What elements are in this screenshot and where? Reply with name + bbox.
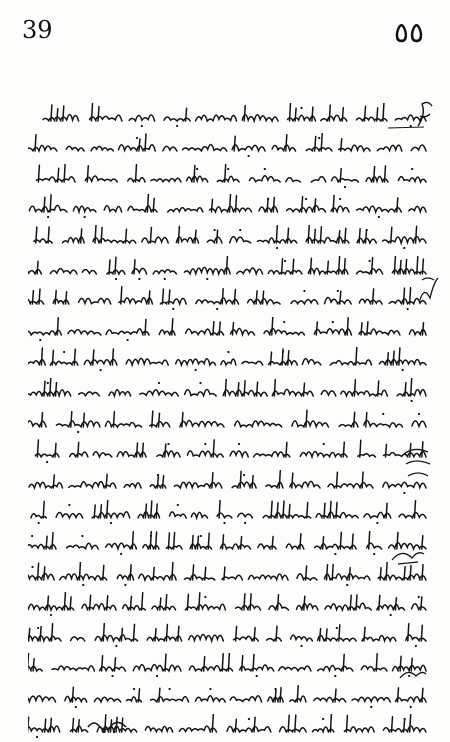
- manuscript-line: [28, 159, 428, 190]
- manuscript-line: [28, 435, 428, 466]
- manuscript-line: [28, 557, 428, 588]
- manuscript-line: [28, 343, 428, 374]
- handwritten-text-block: [28, 98, 428, 740]
- catchword: [84, 715, 130, 735]
- manuscript-line: [28, 588, 428, 619]
- page-number-left: 39: [22, 16, 53, 44]
- manuscript-line: [28, 679, 428, 710]
- margin-note: [388, 542, 428, 568]
- margin-note: [396, 664, 430, 684]
- manuscript-line: [28, 98, 428, 129]
- manuscript-line: [28, 251, 428, 282]
- margin-note: [414, 96, 436, 130]
- manuscript-line: [28, 526, 428, 557]
- manuscript-line: [28, 312, 428, 343]
- manuscript-line: [28, 190, 428, 221]
- manuscript-line: [28, 496, 428, 527]
- manuscript-line: [28, 220, 428, 251]
- manuscript-line: [28, 129, 428, 160]
- manuscript-line: [28, 465, 428, 496]
- manuscript-line: [28, 618, 428, 649]
- manuscript-line: [28, 404, 428, 435]
- manuscript-line: [28, 282, 428, 313]
- page-number-right: ٥٥: [393, 16, 424, 49]
- margin-note: [416, 272, 442, 306]
- manuscript-line: [28, 649, 428, 680]
- margin-note: [400, 442, 434, 482]
- manuscript-line: [28, 373, 428, 404]
